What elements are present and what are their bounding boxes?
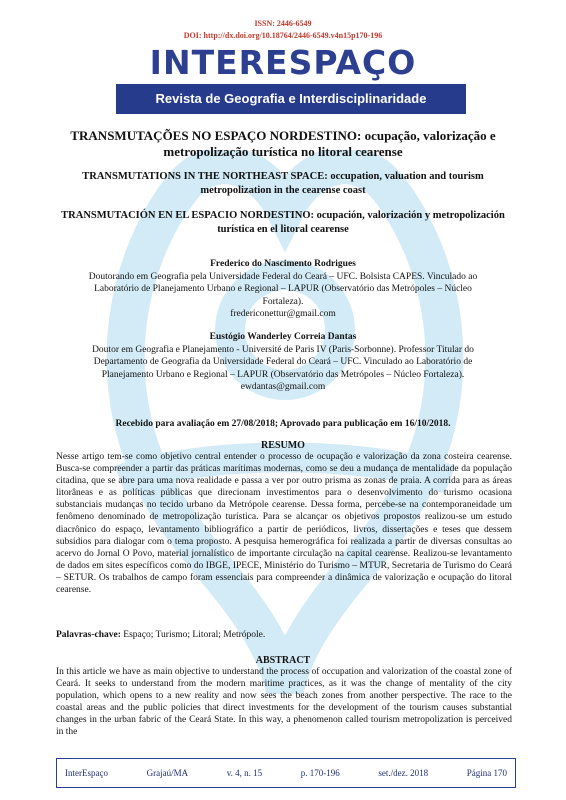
doi-link[interactable]: DOI: http://dx.doi.org/10.18764/2446-6549.v4n15p170-196 [183,31,383,40]
received-dates: Recebido para avaliação em 27/08/2018; Aprovado para publicação em 16/10/2018. [115,419,451,429]
footer-volume: v. 4, n. 15 [226,768,263,778]
abstract-text: In this article we have as main objective to understand the process of occupation and valorization of the coastal zone of Ceará. It seeks to understand from the modern maritime practices, as it was the change of mentality of the city population, which opens to a new reality and now sees the beach zones from another perspective. The race to the coastal areas and the public policies that direct investments for the development of the tourism causes substantial changes in the urban fabric of the Ceará State. In this way, a phenomenon called tourism metropolization is perceived in the [56,667,512,738]
title-spanish: TRANSMUTACIÓN EN EL ESPACIO NORDESTINO: ocupación, valorización y metropolización turística en el litoral cearense [61,210,505,235]
keywords [56,630,512,640]
abstract-heading: ABSTRACT [255,655,311,666]
resumo-heading: RESUMO [261,440,305,451]
author-affiliation: Doutor em Geografia e Planejamento - Université de Paris IV (Paris-Sorbonne). Professor Titular do Departamento de Geografia da Universidade Federal do Ceará – UFC. Vinculado ao Laboratório de Planejamento Urbano e Regional – LAPUR (Observatório das Metrópoles – Núcleo Fortaleza). [92,344,474,380]
footer-page-number: Página 170 [466,768,507,778]
page-footer [56,758,516,788]
title-english: TRANSMUTATIONS IN THE NORTHEAST SPACE: occupation, valuation and tourism metropolization in the cearense coast [82,171,484,196]
author-name: Eustógio Wanderley Correia Dantas [209,332,357,342]
author-block [80,258,486,321]
author-name: Frederico do Nascimento Rodrigues [210,259,356,269]
footer-journal: InterEspaço [65,768,108,778]
keywords-label: Palavras-chave: [56,630,121,640]
issn: ISSN: 2446-6549 [254,19,312,28]
author-affiliation: Doutorando em Geografia pela Universidade Federal do Ceará – UFC. Bolsista CAPES. Vinculado ao Laboratório de Planejamento Urbano e Regional – LAPUR (Observatório das Metrópoles – Núcleo Fortaleza). [88,271,478,307]
footer-period: set./dez. 2018 [378,768,429,778]
journal-logo: INTERESPAÇO [149,43,417,82]
footer-pages: p. 170-196 [300,768,340,778]
author-email[interactable]: fredericonettur@gmail.com [230,309,336,319]
title-portuguese: TRANSMUTAÇÕES NO ESPAÇO NORDESTINO: ocupação, valorização e metropolização turística no litoral cearense [70,128,496,159]
resumo-text: Nesse artigo tem-se como objetivo central entender o processo de ocupação e valorização da zona costeira cearense. Busca-se compreender a partir das práticas marítimas modernas, como se deu a mudança de mentalidade da população citadina, que se abre para uma nova realidade e passa a ver por outro prisma as zonas de praia. A corrida para as áreas litorâneas e as políticas públicas que direcionam investimentos para o desenvolvimento do turismo ocasiona substanciais mudanças no tecido urbano da Metrópole cearense. Dessa forma, percebe-se na contemporaneidade um fenômeno denominado de metropolização turística. Para se alcançar os objetivos propostos realizou-se um estudo diacrônico do espaço, levantamento bibliográfico a partir de periódicos, livros, dissertações e teses que dessem subsídios para dialogar com o tema proposto. A pesquisa hemerográfica foi realizada a partir de diversas consultas ao acervo do Jornal O Povo, material jornalístico de importante circulação na capital cearense. Realizou-se levantamento de dados em sites específicos como do IBGE, IPECE, Ministério do Turismo – MTUR, Secretaria de Turismo do Ceará – SETUR. Os trabalhos de campo foram essenciais para compreender a dinâmica de valorização e ocupação do litoral cearense. [56,452,512,596]
author-email[interactable]: ewdantas@gmail.com [240,382,326,392]
author-block [80,331,486,394]
keywords-text: Espaço; Turismo; Litoral; Metrópole. [123,630,266,640]
footer-city: Grajaú/MA [146,768,189,778]
journal-subtitle-banner: Revista de Geografia e Interdisciplinaridade [116,84,466,114]
